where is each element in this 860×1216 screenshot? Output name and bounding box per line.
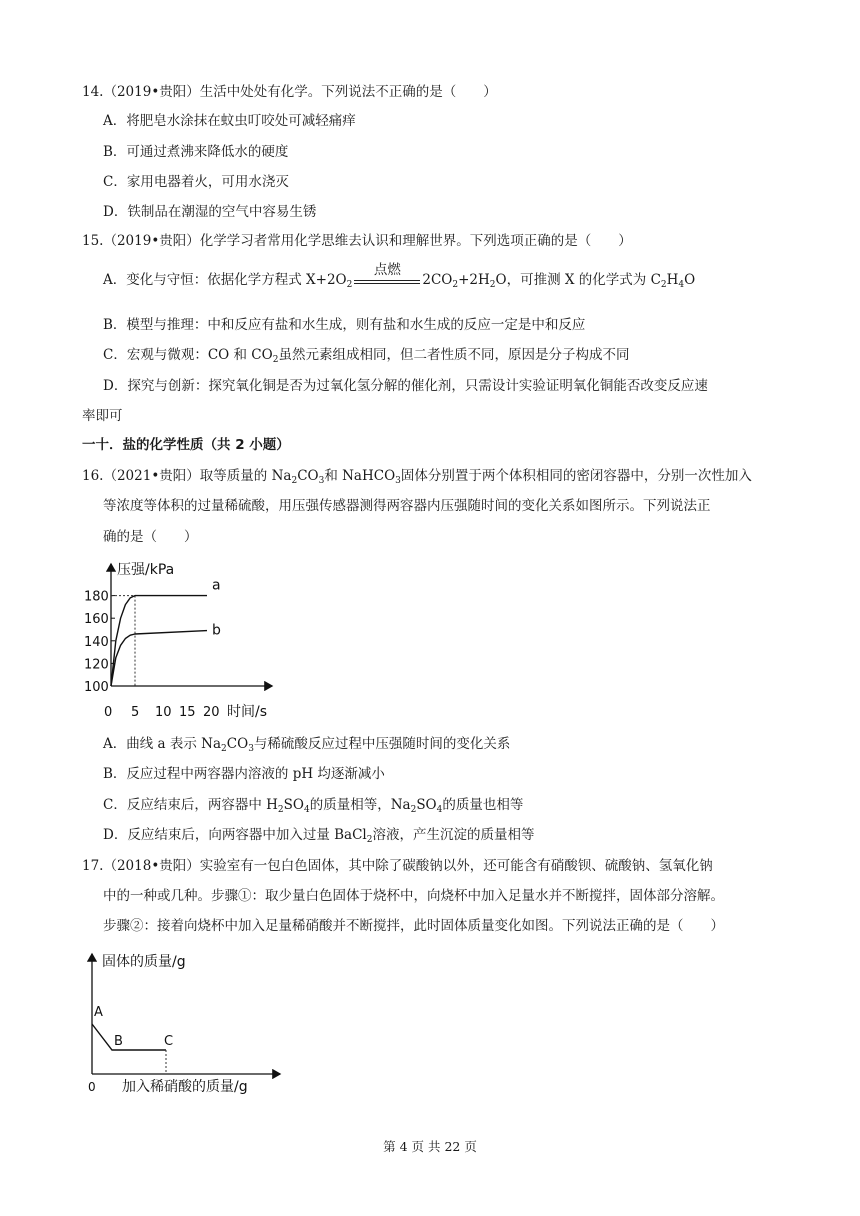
- x-tick-label: 20: [203, 705, 220, 720]
- y-tick-label: 120: [84, 657, 109, 673]
- y-axis-label: 固体的质量/g: [102, 954, 186, 970]
- q14-option-a: A．将肥皂水涂抹在蚊虫叮咬处可减轻痛痒: [103, 113, 356, 129]
- point-label-a: A: [94, 1005, 103, 1020]
- series-label-b: b: [212, 622, 221, 639]
- q16-option-c: C．反应结束后，两容器中 $H_2SO_4$的质量相等，$Na_2SO_4$的质量也相等: [103, 797, 524, 815]
- q14-option-c: C．家用电器着火，可用水浇灭: [103, 174, 289, 190]
- q15-stem: 15.（2019•贵阳）化学学习者常用化学思维去认识和理解世界。下列选项正确的是（ ）: [82, 233, 632, 249]
- reaction-condition-arrow: 点燃: [354, 274, 420, 288]
- q17-stem-line2: 中的一种或几种。步骤①：取少量白色固体于烧杯中，向烧杯中加入足量水并不断搅拌，固体部分溶解。: [103, 888, 724, 904]
- point-label-b: B: [114, 1034, 123, 1049]
- x-tick-label: 0: [104, 705, 113, 720]
- q16-option-b: B．反应过程中两容器内溶液的 pH 均逐渐减小: [103, 766, 385, 782]
- y-tick-label: 100: [84, 680, 109, 695]
- x-axis-label: 加入稀硝酸的质量/g: [122, 1079, 248, 1094]
- q15-option-c: C．宏观与微观：CO 和 $CO_2$虽然元素组成相同，但二者性质不同，原因是分子构成不同: [103, 347, 630, 365]
- x-tick-label: 15: [179, 705, 196, 720]
- pressure-time-chart: [80, 556, 285, 726]
- y-tick-label: 140: [84, 634, 109, 650]
- q17-stem-line1: 17.（2018•贵阳）实验室有一包白色固体，其中除了碳酸钠以外，还可能含有硝酸钡、硫酸钠、氢氧化钠: [82, 858, 713, 874]
- q16-stem-line1: 16.（2021•贵阳）取等质量的 $Na_2CO_3$和 NaHCO$_3$固体分别置于两个体积相同的密闭容器中，分别一次性加入: [82, 468, 752, 486]
- q15-option-d-line1: D．探究与创新：探究氧化铜是否为过氧化氢分解的催化剂，只需设计实验证明氧化铜能否改变反应速: [103, 378, 708, 394]
- point-label-c: C: [164, 1034, 174, 1049]
- series-line-a: [111, 596, 207, 686]
- y-tick-label: 180: [84, 589, 109, 605]
- q16-option-a: A．曲线 a 表示 $Na_2CO_3$与稀硫酸反应过程中压强随时间的变化关系: [103, 736, 511, 754]
- series-line-b: [111, 631, 207, 686]
- q15-option-a: A．变化与守恒：依据化学方程式 $X+2O_2$ 点燃 $2CO_2+2H_2O$，可推测 X 的化学式为 $C_2H_4O$: [103, 261, 696, 290]
- q16-stem-line2: 等浓度等体积的过量稀硫酸，用压强传感器测得两容器内压强随时间的变化关系如图所示。下列说法正: [103, 498, 711, 514]
- x-tick-label: 10: [155, 705, 172, 720]
- q16-stem-line3: 确的是（ ）: [103, 529, 198, 545]
- q14-stem: 14.（2019•贵阳）生活中处处有化学。下列说法不正确的是（ ）: [82, 84, 497, 100]
- x-tick-label: 5: [131, 705, 140, 720]
- y-tick-label: 160: [84, 612, 109, 628]
- x-axis-label: 时间/s: [227, 704, 268, 720]
- solid-mass-chart: [80, 946, 290, 1094]
- q14-option-b: B．可通过煮沸来降低水的硬度: [103, 144, 289, 160]
- page-footer: 第 4 页 共 22 页: [383, 1139, 477, 1154]
- q16-option-d: D．反应结束后，向两容器中加入过量 BaCl$_2$溶液，产生沉淀的质量相等: [103, 827, 535, 845]
- q14-option-d: D．铁制品在潮湿的空气中容易生锈: [103, 204, 317, 220]
- q15-option-d-line2: 率即可: [82, 408, 123, 424]
- q17-stem-line3: 步骤②：接着向烧杯中加入足量稀硝酸并不断搅拌，此时固体质量变化如图。下列说法正确的是（ ）: [103, 918, 724, 934]
- origin-label: 0: [88, 1080, 96, 1094]
- section-heading: 一十．盐的化学性质（共 2 小题）: [82, 437, 290, 453]
- q15-option-b: B．模型与推理：中和反应有盐和水生成，则有盐和水生成的反应一定是中和反应: [103, 317, 586, 333]
- mass-curve: [92, 1024, 166, 1050]
- series-label-a: a: [212, 577, 221, 594]
- y-axis-label: 压强/kPa: [117, 562, 175, 578]
